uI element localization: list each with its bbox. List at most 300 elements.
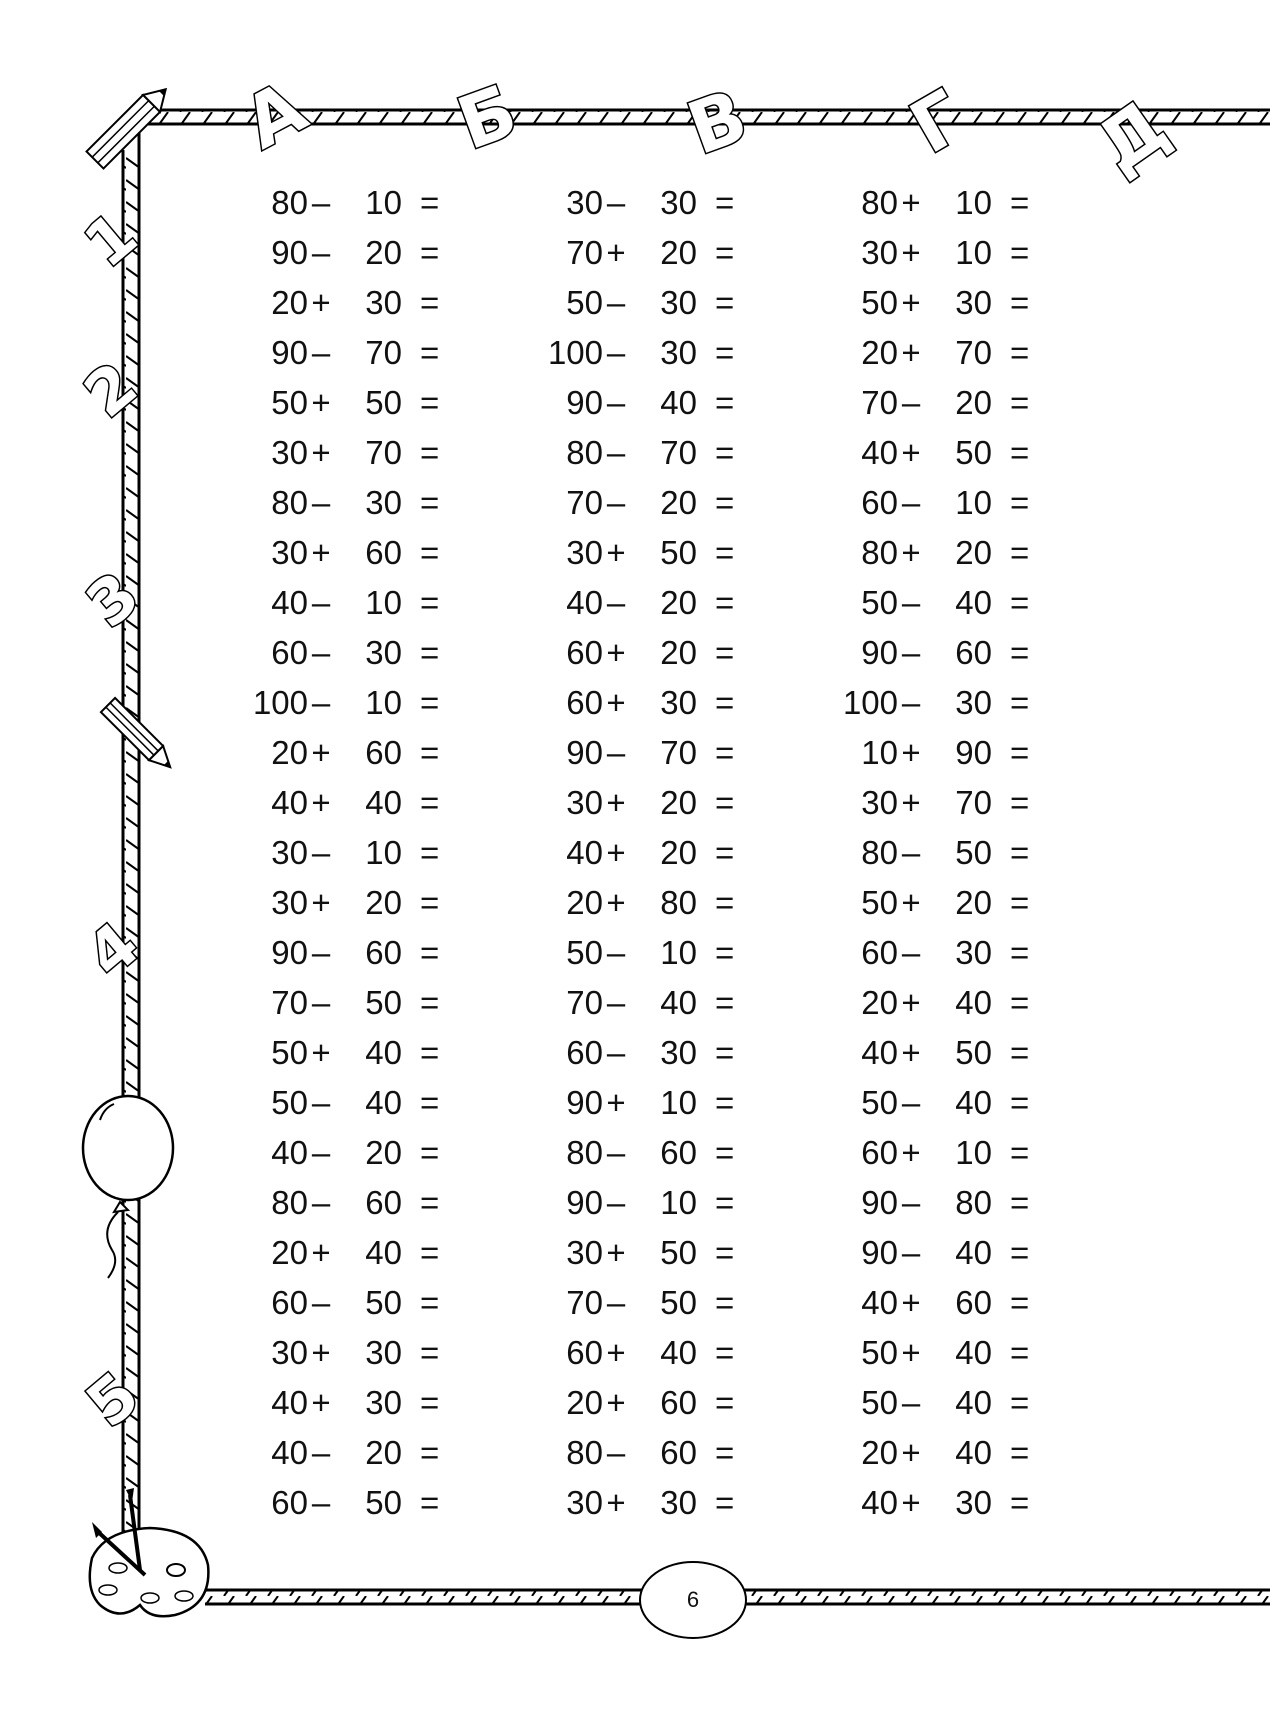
problem-row: [210, 678, 450, 728]
operator: +: [311, 1234, 331, 1271]
operator: –: [606, 284, 626, 321]
problem-row: [210, 978, 450, 1028]
equals-sign: =: [715, 334, 735, 371]
operand-b: 40: [365, 1034, 402, 1071]
operand-b: 30: [365, 284, 402, 321]
operand-b: 20: [955, 384, 992, 421]
operand-a: 10: [861, 734, 898, 771]
operator: +: [311, 884, 331, 921]
operand-b: 40: [365, 1234, 402, 1271]
operand-b: 30: [365, 1334, 402, 1371]
operand-a: 30: [271, 834, 308, 871]
operand-a: 60: [566, 1334, 603, 1371]
operand-a: 30: [271, 434, 308, 471]
operand-b: 10: [365, 184, 402, 221]
problem-row: [800, 1378, 1040, 1428]
column-letter-d: Д: [1081, 83, 1183, 189]
operator: +: [606, 1084, 626, 1121]
operand-b: 50: [365, 384, 402, 421]
operand-a: 40: [861, 1484, 898, 1521]
problem-row: [505, 1278, 745, 1328]
operand-b: 50: [660, 534, 697, 571]
operand-a: 70: [566, 1284, 603, 1321]
operand-a: 80: [271, 484, 308, 521]
operand-a: 50: [861, 284, 898, 321]
equals-sign: =: [420, 934, 440, 971]
operand-a: 20: [861, 1434, 898, 1471]
operator: –: [606, 484, 626, 521]
problem-row: [505, 1028, 745, 1078]
operator: –: [311, 934, 331, 971]
operator: –: [311, 684, 331, 721]
operator: +: [901, 884, 921, 921]
left-border: [123, 124, 139, 1600]
operand-b: 60: [365, 1184, 402, 1221]
equals-sign: =: [715, 1034, 735, 1071]
problem-row: [505, 1328, 745, 1378]
operand-b: 50: [955, 834, 992, 871]
operand-b: 40: [955, 1434, 992, 1471]
operand-b: 40: [955, 1384, 992, 1421]
operator: +: [606, 634, 626, 671]
operator: –: [311, 1184, 331, 1221]
equals-sign: =: [420, 984, 440, 1021]
operand-b: 30: [660, 184, 697, 221]
equals-sign: =: [420, 384, 440, 421]
equals-sign: =: [1010, 634, 1030, 671]
equals-sign: =: [420, 1134, 440, 1171]
problem-row: [210, 528, 450, 578]
problem-row: [505, 728, 745, 778]
operand-a: 90: [566, 384, 603, 421]
operand-b: 20: [660, 584, 697, 621]
problem-row: [800, 778, 1040, 828]
operator: +: [901, 434, 921, 471]
problem-row: [210, 228, 450, 278]
operand-b: 20: [660, 784, 697, 821]
operand-b: 30: [660, 284, 697, 321]
equals-sign: =: [420, 434, 440, 471]
operand-b: 50: [955, 1034, 992, 1071]
operand-b: 70: [365, 334, 402, 371]
operand-b: 10: [955, 484, 992, 521]
operand-a: 50: [861, 1084, 898, 1121]
operator: –: [311, 234, 331, 271]
equals-sign: =: [420, 1034, 440, 1071]
problem-row: [505, 628, 745, 678]
equals-sign: =: [715, 1284, 735, 1321]
equals-sign: =: [420, 1234, 440, 1271]
operand-b: 40: [365, 1084, 402, 1121]
operand-b: 30: [365, 484, 402, 521]
operand-a: 90: [861, 1184, 898, 1221]
equals-sign: =: [715, 234, 735, 271]
equals-sign: =: [715, 534, 735, 571]
operator: –: [311, 334, 331, 371]
operand-b: 20: [660, 234, 697, 271]
operator: +: [606, 784, 626, 821]
equals-sign: =: [1010, 534, 1030, 571]
problem-row: [505, 378, 745, 428]
problem-row: [210, 928, 450, 978]
operand-a: 60: [271, 634, 308, 671]
operator: –: [311, 1134, 331, 1171]
equals-sign: =: [1010, 1434, 1030, 1471]
problem-row: [800, 528, 1040, 578]
palette-icon: [90, 1488, 209, 1616]
operand-b: 30: [955, 284, 992, 321]
operator: –: [901, 934, 921, 971]
operator: –: [311, 984, 331, 1021]
operator: +: [311, 1334, 331, 1371]
operand-b: 30: [660, 1484, 697, 1521]
problem-row: [210, 1428, 450, 1478]
problem-row: [210, 578, 450, 628]
problem-row: [210, 178, 450, 228]
operator: +: [606, 884, 626, 921]
operand-a: 50: [861, 884, 898, 921]
problem-row: [505, 878, 745, 928]
operand-a: 60: [861, 1134, 898, 1171]
operand-b: 20: [955, 884, 992, 921]
column-letters: [231, 65, 1183, 189]
operand-a: 70: [861, 384, 898, 421]
operand-b: 30: [955, 684, 992, 721]
operand-a: 80: [271, 1184, 308, 1221]
operand-b: 10: [365, 834, 402, 871]
operator: +: [901, 534, 921, 571]
operator: +: [606, 834, 626, 871]
operand-a: 50: [861, 584, 898, 621]
operand-b: 60: [660, 1434, 697, 1471]
operand-b: 50: [365, 1484, 402, 1521]
equals-sign: =: [1010, 1284, 1030, 1321]
equals-sign: =: [420, 1334, 440, 1371]
problem-row: [800, 828, 1040, 878]
operand-a: 60: [566, 1034, 603, 1071]
problem-row: [800, 1028, 1040, 1078]
equals-sign: =: [715, 184, 735, 221]
operand-a: 80: [566, 1134, 603, 1171]
operand-b: 60: [660, 1134, 697, 1171]
operand-b: 60: [365, 934, 402, 971]
operator: +: [901, 1484, 921, 1521]
operand-a: 60: [271, 1484, 308, 1521]
operand-b: 30: [365, 1384, 402, 1421]
equals-sign: =: [420, 734, 440, 771]
operand-a: 30: [861, 234, 898, 271]
operand-a: 80: [861, 184, 898, 221]
operand-b: 50: [660, 1284, 697, 1321]
operand-a: 90: [861, 1234, 898, 1271]
operand-b: 20: [365, 1134, 402, 1171]
problem-row: [800, 428, 1040, 478]
problem-row: [800, 328, 1040, 378]
operator: –: [311, 1084, 331, 1121]
operand-b: 70: [660, 434, 697, 471]
operand-a: 70: [271, 984, 308, 1021]
problem-row: [800, 278, 1040, 328]
operand-b: 40: [365, 784, 402, 821]
problem-row: [210, 1228, 450, 1278]
equals-sign: =: [715, 584, 735, 621]
problem-row: [505, 678, 745, 728]
equals-sign: =: [715, 934, 735, 971]
operand-a: 90: [271, 234, 308, 271]
operand-b: 70: [955, 784, 992, 821]
operand-b: 60: [365, 734, 402, 771]
equals-sign: =: [1010, 484, 1030, 521]
operator: –: [606, 984, 626, 1021]
problem-row: [210, 1178, 450, 1228]
operator: +: [901, 1434, 921, 1471]
operator: –: [311, 834, 331, 871]
operand-a: 80: [566, 1434, 603, 1471]
problem-row: [505, 528, 745, 578]
problem-row: [505, 1428, 745, 1478]
operand-a: 70: [566, 484, 603, 521]
equals-sign: =: [1010, 684, 1030, 721]
operator: +: [311, 1034, 331, 1071]
equals-sign: =: [420, 1284, 440, 1321]
operator: –: [606, 934, 626, 971]
operand-b: 20: [365, 1434, 402, 1471]
operand-b: 50: [365, 984, 402, 1021]
operand-a: 80: [861, 834, 898, 871]
problem-row: [800, 478, 1040, 528]
operator: +: [901, 184, 921, 221]
column-letter-g: Г: [896, 74, 979, 170]
operand-b: 20: [365, 234, 402, 271]
operand-a: 90: [566, 1084, 603, 1121]
equals-sign: =: [1010, 984, 1030, 1021]
problem-row: [505, 228, 745, 278]
equals-sign: =: [420, 1434, 440, 1471]
problem-row: [210, 1328, 450, 1378]
operator: –: [311, 584, 331, 621]
operand-a: 20: [861, 984, 898, 1021]
operand-a: 90: [566, 1184, 603, 1221]
problem-column-2: [505, 178, 745, 1528]
problem-row: [800, 1478, 1040, 1528]
operand-b: 10: [660, 934, 697, 971]
operand-a: 60: [566, 684, 603, 721]
operator: –: [901, 634, 921, 671]
equals-sign: =: [715, 434, 735, 471]
operand-a: 20: [271, 734, 308, 771]
equals-sign: =: [420, 1184, 440, 1221]
operand-b: 10: [660, 1184, 697, 1221]
operand-b: 20: [955, 534, 992, 571]
operand-a: 50: [271, 1034, 308, 1071]
operand-b: 20: [660, 834, 697, 871]
operator: –: [901, 684, 921, 721]
operand-a: 70: [566, 234, 603, 271]
operand-a: 30: [566, 1234, 603, 1271]
problem-row: [505, 328, 745, 378]
equals-sign: =: [420, 184, 440, 221]
problem-row: [210, 428, 450, 478]
equals-sign: =: [1010, 1384, 1030, 1421]
problem-row: [210, 1128, 450, 1178]
operator: +: [901, 334, 921, 371]
problem-row: [505, 1128, 745, 1178]
operand-a: 40: [271, 584, 308, 621]
equals-sign: =: [1010, 1034, 1030, 1071]
operand-a: 100: [547, 334, 603, 371]
problem-row: [505, 478, 745, 528]
problem-row: [210, 478, 450, 528]
operator: +: [901, 734, 921, 771]
problem-row: [800, 578, 1040, 628]
equals-sign: =: [715, 1384, 735, 1421]
operand-a: 90: [861, 634, 898, 671]
equals-sign: =: [420, 284, 440, 321]
equals-sign: =: [715, 1334, 735, 1371]
row-number-4: 4: [72, 907, 153, 992]
equals-sign: =: [715, 1134, 735, 1171]
operator: –: [606, 384, 626, 421]
problem-row: [210, 778, 450, 828]
operand-a: 50: [271, 1084, 308, 1121]
problem-row: [505, 828, 745, 878]
operator: +: [901, 1134, 921, 1171]
operand-b: 30: [365, 634, 402, 671]
equals-sign: =: [420, 584, 440, 621]
problem-row: [505, 578, 745, 628]
equals-sign: =: [1010, 884, 1030, 921]
operand-a: 40: [271, 1384, 308, 1421]
operand-b: 40: [660, 984, 697, 1021]
operand-a: 90: [271, 934, 308, 971]
operand-b: 40: [660, 384, 697, 421]
equals-sign: =: [715, 834, 735, 871]
problem-row: [505, 428, 745, 478]
equals-sign: =: [420, 834, 440, 871]
problem-row: [800, 1128, 1040, 1178]
operand-b: 70: [660, 734, 697, 771]
equals-sign: =: [715, 484, 735, 521]
equals-sign: =: [1010, 834, 1030, 871]
problem-row: [505, 778, 745, 828]
operator: –: [606, 1134, 626, 1171]
operator: –: [311, 184, 331, 221]
operator: –: [311, 1434, 331, 1471]
operand-a: 30: [566, 184, 603, 221]
row-number-3: 3: [72, 557, 153, 642]
operand-a: 40: [271, 784, 308, 821]
operator: +: [606, 684, 626, 721]
equals-sign: =: [420, 1384, 440, 1421]
equals-sign: =: [715, 684, 735, 721]
equals-sign: =: [715, 1184, 735, 1221]
equals-sign: =: [715, 634, 735, 671]
equals-sign: =: [715, 1234, 735, 1271]
operator: –: [606, 734, 626, 771]
operator: –: [311, 1284, 331, 1321]
row-number-1: 1: [70, 197, 151, 282]
operand-a: 80: [566, 434, 603, 471]
operand-b: 10: [660, 1084, 697, 1121]
operator: +: [311, 384, 331, 421]
operator: –: [901, 1084, 921, 1121]
operand-b: 60: [365, 534, 402, 571]
operand-a: 20: [861, 334, 898, 371]
operator: +: [311, 434, 331, 471]
problem-row: [210, 278, 450, 328]
problem-row: [800, 1278, 1040, 1328]
problem-row: [800, 678, 1040, 728]
operand-b: 20: [660, 484, 697, 521]
equals-sign: =: [1010, 934, 1030, 971]
operator: –: [901, 484, 921, 521]
operand-a: 30: [566, 784, 603, 821]
problem-row: [505, 928, 745, 978]
operator: –: [606, 1284, 626, 1321]
problem-row: [800, 178, 1040, 228]
problem-row: [505, 1478, 745, 1528]
equals-sign: =: [1010, 734, 1030, 771]
operator: +: [606, 1484, 626, 1521]
equals-sign: =: [420, 234, 440, 271]
operator: –: [606, 1434, 626, 1471]
equals-sign: =: [420, 1484, 440, 1521]
problem-row: [505, 978, 745, 1028]
equals-sign: =: [420, 484, 440, 521]
operand-b: 50: [955, 434, 992, 471]
operator: –: [311, 634, 331, 671]
problem-row: [210, 828, 450, 878]
operand-a: 60: [566, 634, 603, 671]
operand-b: 40: [955, 984, 992, 1021]
operator: –: [606, 334, 626, 371]
operand-b: 20: [365, 884, 402, 921]
operator: –: [311, 1484, 331, 1521]
operand-a: 40: [566, 834, 603, 871]
operator: –: [901, 1184, 921, 1221]
operand-b: 40: [955, 584, 992, 621]
operator: +: [606, 534, 626, 571]
operand-b: 30: [660, 334, 697, 371]
operand-a: 40: [861, 1284, 898, 1321]
operand-b: 80: [955, 1184, 992, 1221]
operand-b: 10: [365, 684, 402, 721]
operand-a: 70: [566, 984, 603, 1021]
column-letter-b: Б: [447, 68, 528, 166]
row-number-2: 2: [70, 347, 151, 432]
problem-row: [505, 1078, 745, 1128]
equals-sign: =: [715, 784, 735, 821]
operand-b: 20: [660, 634, 697, 671]
equals-sign: =: [715, 734, 735, 771]
operand-a: 60: [861, 934, 898, 971]
operator: –: [606, 1184, 626, 1221]
operator: –: [901, 1384, 921, 1421]
operand-a: 90: [271, 334, 308, 371]
operator: –: [901, 1234, 921, 1271]
operand-a: 40: [566, 584, 603, 621]
equals-sign: =: [1010, 784, 1030, 821]
operator: +: [606, 234, 626, 271]
equals-sign: =: [1010, 434, 1030, 471]
operator: +: [901, 784, 921, 821]
equals-sign: =: [715, 884, 735, 921]
operator: –: [901, 384, 921, 421]
problem-column-1: [210, 178, 450, 1528]
column-letter-a: А: [230, 64, 320, 166]
equals-sign: =: [1010, 1134, 1030, 1171]
operator: –: [606, 584, 626, 621]
